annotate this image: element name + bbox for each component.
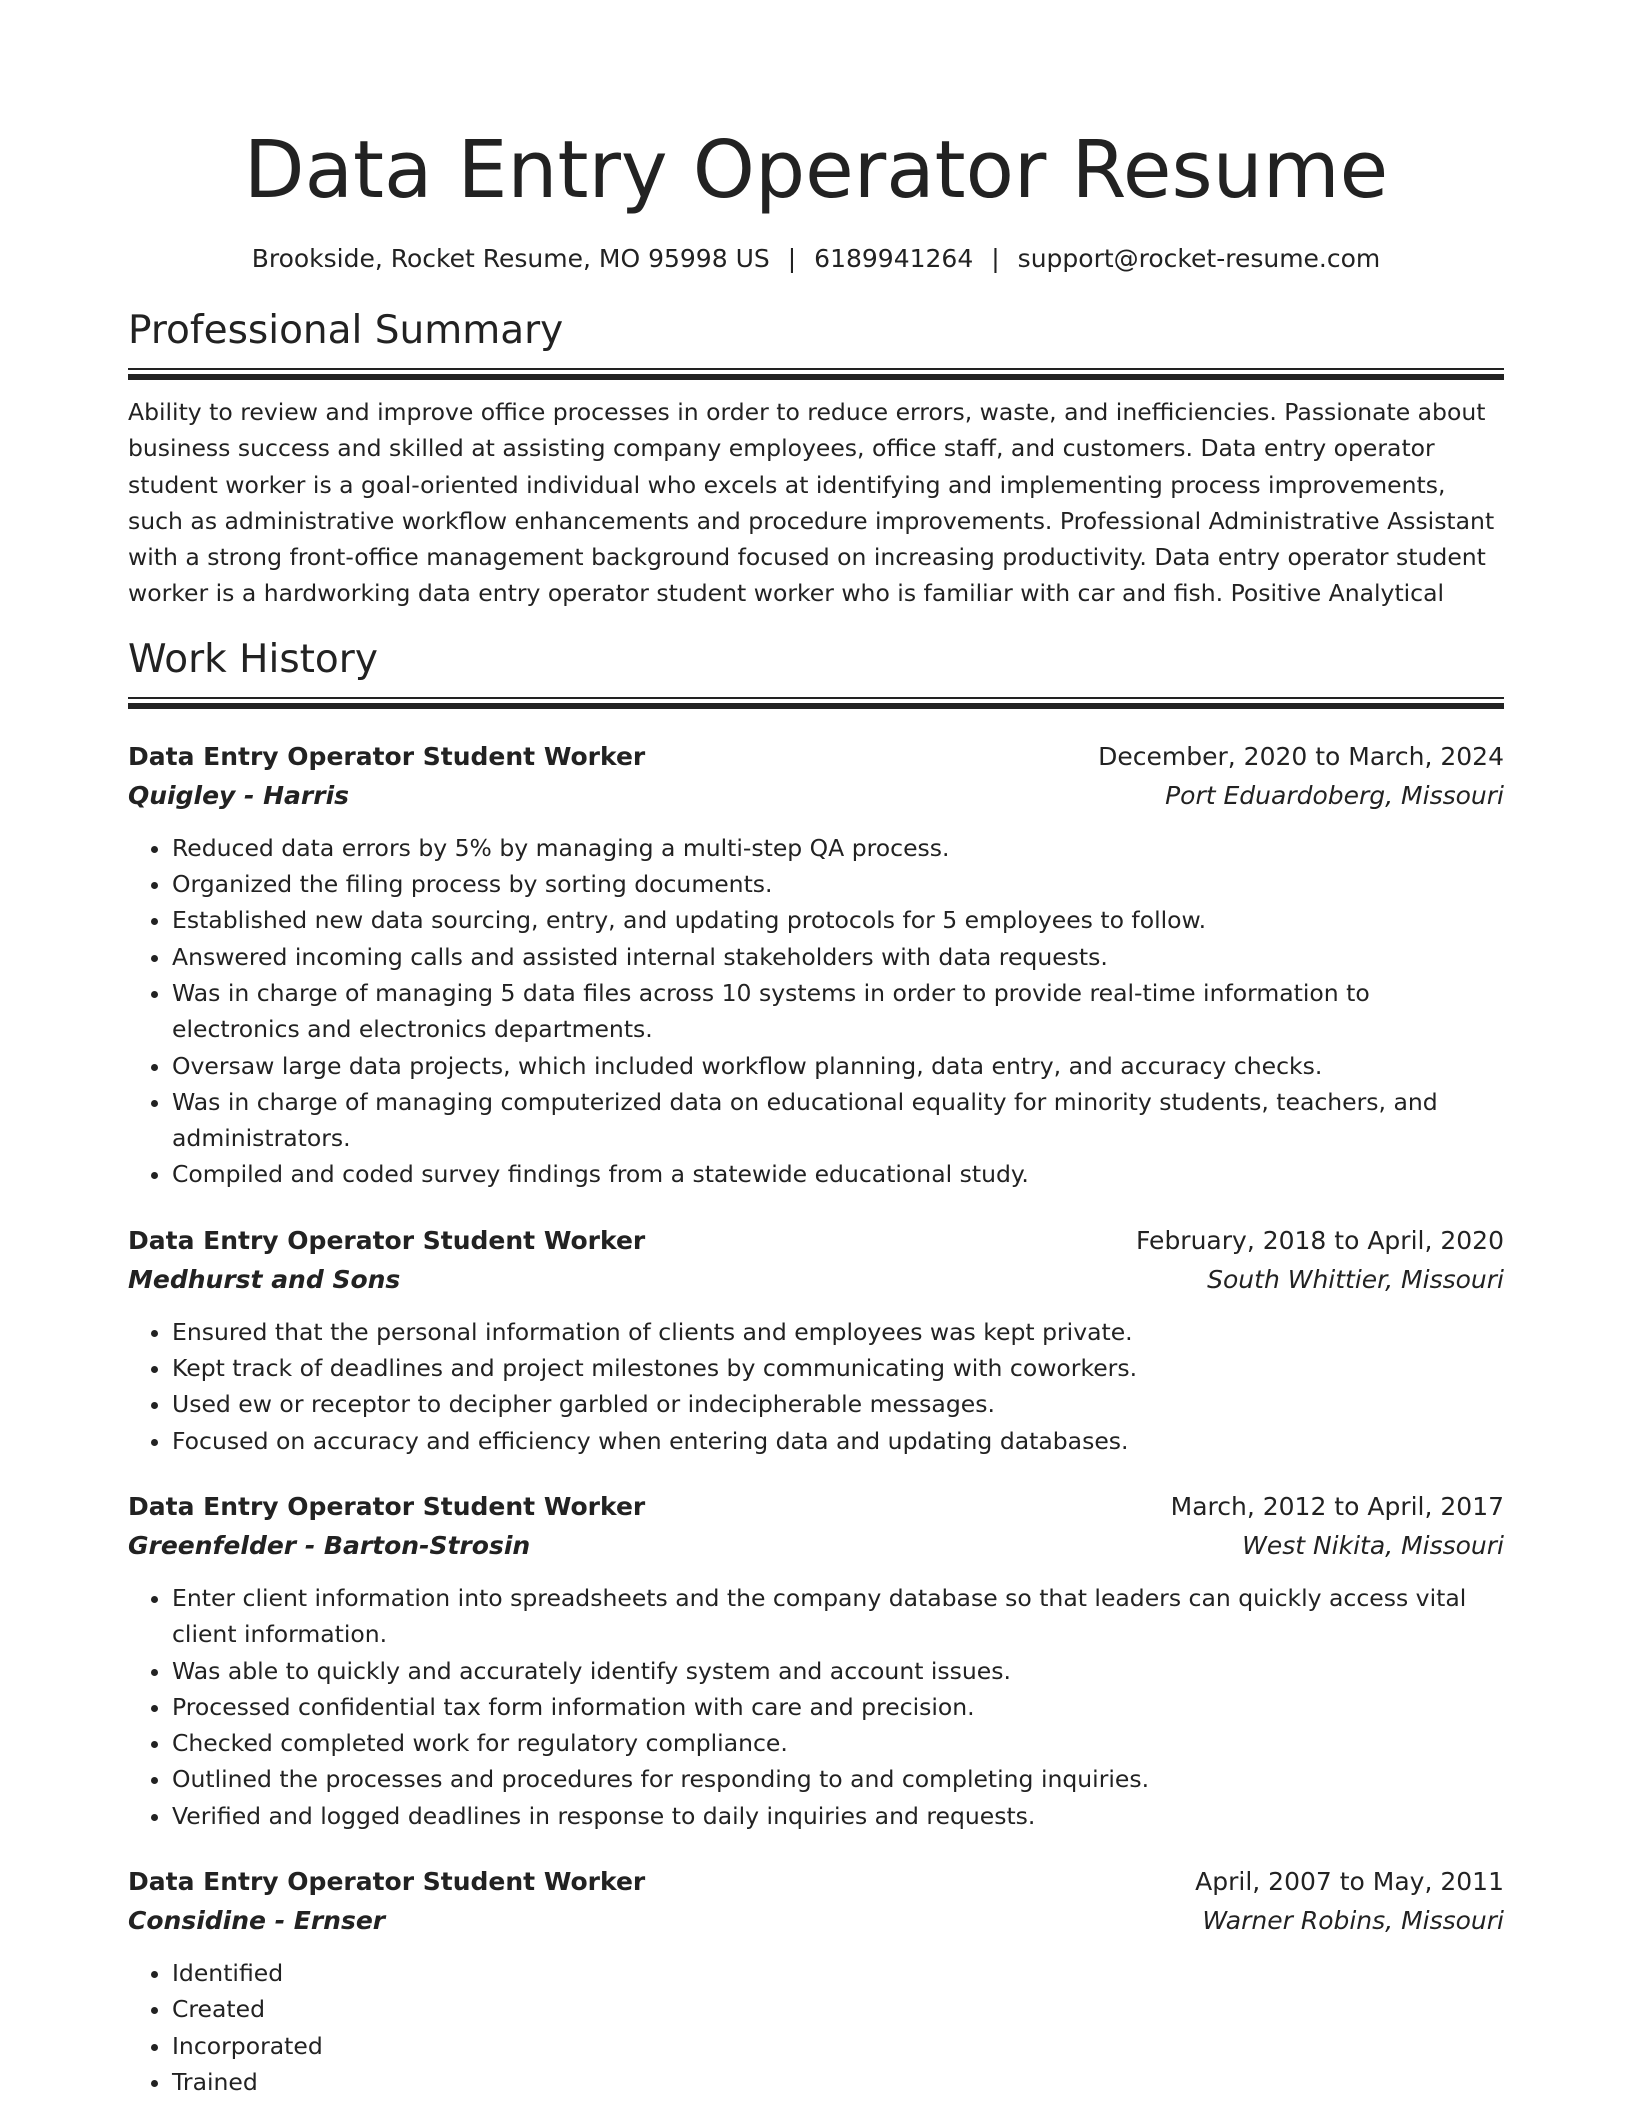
job-dates: March, 2012 to April, 2017	[1170, 1491, 1504, 1521]
job-bullet: • Focused on accuracy and efficiency when entering data and updating databases.	[172, 1423, 1504, 1459]
rule-thin	[128, 368, 1504, 370]
job-bullet: • Enter client information into spreadsheets and the company database so that leaders can quickly access vital client information.	[172, 1580, 1504, 1653]
summary-text: Ability to review and improve office processes in order to reduce errors, waste, and inefficiencies. Passionate about business success and skilled at assisting company employees, office staff, and customers. Data entry operator student worker is a goal-oriented individual who excels at identifying and implementing process improvements, such as administrative workflow enhancements and procedure improvements. Professional Administrative Assistant with a strong front-office management background focused on increasing productivity. Data entry operator student worker is a hardworking data entry operator student worker who is familiar with car and fish. Positive Analytical	[128, 398, 1495, 608]
contact-separator: |	[991, 244, 1000, 273]
job-dates: February, 2018 to April, 2020	[1136, 1225, 1504, 1255]
job-bullet: • Created	[172, 1991, 1504, 2027]
job-location: West Nikita, Missouri	[1242, 1530, 1504, 1560]
summary-heading: Professional Summary	[128, 308, 564, 353]
job-company-row	[128, 1526, 1504, 1565]
job-location: Warner Robins, Missouri	[1202, 1906, 1504, 1936]
contact-separator: |	[787, 244, 797, 273]
rule-thick	[128, 703, 1504, 709]
job-bullet: • Compiled and coded survey findings from a statewide educational study.	[172, 1156, 1504, 1192]
job-header-row	[128, 737, 1504, 776]
job-bullet: • Was in charge of managing 5 data files across 10 systems in order to provide real-time information to electronics and electronics departments.	[172, 975, 1504, 1048]
job-bullet: • Reduced data errors by 5% by managing a multi-step QA process.	[172, 830, 1504, 866]
job-bullet: • Outlined the processes and procedures for responding to and completing inquiries.	[172, 1761, 1504, 1797]
job-entry	[128, 1862, 1504, 2100]
section-rule	[128, 697, 1504, 709]
job-bullet: • Identified	[172, 1955, 1504, 1991]
job-bullet: • Organized the filing process by sorting documents.	[172, 866, 1504, 902]
contact-email[interactable]: support@rocket-resume.com	[1017, 244, 1381, 273]
job-entry	[128, 1487, 1504, 1834]
job-bullet: • Verified and logged deadlines in response to daily inquiries and requests.	[172, 1798, 1504, 1834]
job-title: Data Entry Operator Student Worker	[128, 1225, 646, 1255]
job-title: Data Entry Operator Student Worker	[128, 1867, 646, 1897]
job-company: Quigley - Harris	[128, 780, 350, 810]
job-bullet-list	[128, 830, 1504, 1193]
contact-line	[128, 242, 1504, 276]
job-bullet: • Kept track of deadlines and project milestones by communicating with coworkers.	[172, 1350, 1504, 1386]
work-history-section	[128, 635, 1504, 2100]
job-company-row	[128, 1260, 1504, 1299]
rule-thin	[128, 697, 1504, 699]
job-header-row	[128, 1862, 1504, 1901]
job-company-row	[128, 1901, 1504, 1940]
job-bullet-list	[128, 1314, 1504, 1459]
resume-page	[128, 118, 1504, 2100]
job-company: Medhurst and Sons	[128, 1264, 401, 1294]
job-bullet: • Was able to quickly and accurately identify system and account issues.	[172, 1653, 1504, 1689]
job-location: Port Eduardoberg, Missouri	[1165, 780, 1504, 810]
job-bullet-list	[128, 1955, 1504, 2100]
job-dates: April, 2007 to May, 2011	[1195, 1867, 1504, 1897]
rule-thick	[128, 374, 1504, 380]
job-title: Data Entry Operator Student Worker	[128, 741, 646, 771]
work-history-heading: Work History	[128, 636, 378, 682]
job-location: South Whittier, Missouri	[1207, 1264, 1504, 1294]
job-bullet: • Oversaw large data projects, which included workflow planning, data entry, and accuracy checks.	[172, 1048, 1504, 1084]
job-bullet: • Trained	[172, 2064, 1504, 2100]
summary-section	[128, 306, 1504, 612]
contact-phone: 6189941264	[814, 244, 974, 273]
contact-address: Brookside, Rocket Resume, MO 95998 US	[251, 244, 770, 273]
job-bullet: • Checked completed work for regulatory compliance.	[172, 1725, 1504, 1761]
job-bullet: • Incorporated	[172, 2028, 1504, 2064]
job-bullet: • Processed confidential tax form information with care and precision.	[172, 1689, 1504, 1725]
job-list	[128, 737, 1504, 2100]
job-entry	[128, 1221, 1504, 1459]
job-bullet: • Ensured that the personal information of clients and employees was kept private.	[172, 1314, 1504, 1350]
job-title: Data Entry Operator Student Worker	[128, 1491, 646, 1521]
resume-title: Data Entry Operator Resume	[243, 124, 1389, 216]
job-bullet: • Used ew or receptor to decipher garbled or indecipherable messages.	[172, 1386, 1504, 1422]
job-company: Greenfelder - Barton-Strosin	[128, 1530, 531, 1560]
job-header-row	[128, 1221, 1504, 1260]
job-bullet: • Established new data sourcing, entry, and updating protocols for 5 employees to follow.	[172, 902, 1504, 938]
job-bullet-list	[128, 1580, 1504, 1834]
section-rule	[128, 368, 1504, 380]
job-bullet: • Answered incoming calls and assisted internal stakeholders with data requests.	[172, 939, 1504, 975]
job-entry	[128, 737, 1504, 1193]
job-header-row	[128, 1487, 1504, 1526]
job-company: Considine - Ernser	[128, 1906, 386, 1936]
job-bullet: • Was in charge of managing computerized data on educational equality for minority students, teachers, and administrators.	[172, 1084, 1504, 1157]
job-dates: December, 2020 to March, 2024	[1098, 741, 1504, 771]
job-company-row	[128, 776, 1504, 815]
